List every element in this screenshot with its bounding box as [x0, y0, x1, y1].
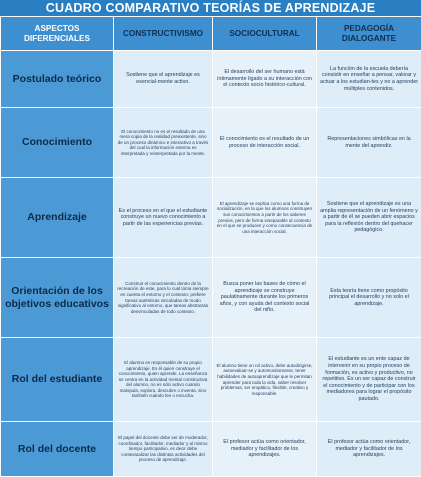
row-label: Rol del docente: [1, 422, 114, 477]
header-sociocultural: SOCIOCULTURAL: [213, 17, 317, 51]
header-pedagogia-dialogante: PEDAGOGÍA DIALOGANTE: [317, 17, 421, 51]
cell-text: Sostiene que el aprendizaje es una amplia representación de un fenómeno y a partir de él se pueden abrir espacios para la reflexión dentro del quehacer pedagógico.: [320, 201, 418, 234]
table-row: [1, 338, 421, 422]
cell-text: Esta teoría tiene como propósito principal el desarrollo y no solo el aprendizaje.: [320, 288, 418, 308]
cell-text: El profesor actúa como orientador, mediador y facilitador de los aprendizajes.: [320, 439, 418, 459]
cell-text: La función de la escuela debería consistir en enseñar a pensar, valorar y actuar a los estudian-tes y no a aprender múltiples contenidos.: [320, 66, 418, 92]
cell-text: El conocimiento es el resultado de un proceso de interacción social.: [216, 136, 313, 149]
cell-text: Sostiene que el aprendizaje es esencial-mente activo.: [117, 72, 209, 85]
cell-text: El alumno es responsable de su propio aprendizaje. Es él quien construye el conocimiento, quien aprende. La enseñanza se centra en la actividad mental constructiva del alumno, no es sólo activo cuando manipula, explora, descubre o inventa, sino también cuando lee o escucha.: [117, 360, 209, 399]
table-row: [1, 51, 421, 108]
row-label: Conocimiento: [1, 108, 114, 178]
cell-text: El desarrollo del ser humano está íntimamente ligado a su interacción con el contexto socio histórico-cultural.: [216, 69, 313, 89]
row-label: Aprendizaje: [1, 178, 114, 258]
header-constructivismo: CONSTRUCTIVISMO: [114, 17, 213, 51]
row-label: Rol del estudiante: [1, 338, 114, 422]
cell-text: Es el proceso en el que el estudiante construye un nuevo conocimiento a partir de las experiencias previas.: [117, 208, 209, 228]
cell-text: El alumno tiene un rol activo, debe autodirigirse, autoevaluar-se y automonitorearse, tener habilidades de autoaprendizaje que le permitan aprender para toda la vida, saber resolver problemas, ser empático, flexible, creativo y responsable.: [216, 363, 313, 397]
table-row: [1, 422, 421, 477]
cell-text: Busca poner las bases de cómo el aprendizaje se construye paulatinamente durante los primeros años, y con ayuda del contexto social del niño.: [216, 281, 313, 314]
page-title: CUADRO COMPARATIVO TEORÍAS DE APRENDIZAJE: [0, 0, 421, 16]
cell-text: El aprendizaje se explica como una forma de socialización, en la que los alumnos construyen sus conocimientos a partir de los saberes previos, pero de forma inseparable al contexto en el que se producen y como consecuencia de una interacción social.: [216, 201, 313, 235]
cell-text: El estudiante es un ente capaz de intervenir en su propio proceso de formación, es activo y productivo, no repetitivo. Es un ser capaz de construir el conocimiento y de participar con los mediadores para lograr el propósito pautado.: [320, 356, 418, 402]
table-row: [1, 178, 421, 258]
cell-text: Representaciones simbólicas en la mente del aprendiz.: [320, 136, 418, 149]
comparison-table: [0, 16, 421, 477]
row-label: Orientación de los objetivos educativos: [1, 258, 114, 338]
cell-text: El papel del docente debe ser de moderador, coordinador, facilitador, mediador y al mismo tiempo participativo, es decir debe contextualizar las distintas actividades del proceso de aprendizaje.: [117, 435, 209, 463]
cell-text: Construir el conocimiento dentro de la recreación de este, para lo cual toma siempre en cuenta el entorno y el contexto: prefiere tareas auténticas vinculadas de modo significativo al entorno, que tareas abstractas desvinculadas de todo contexto.: [117, 281, 209, 315]
cell-text: El profesor actúa como orientador, mediador y facilitador de los aprendizajes.: [216, 439, 313, 459]
header-row: [1, 17, 421, 51]
header-aspectos: ASPECTOS DIFERENCIALES: [1, 17, 114, 51]
row-label: Postulado teórico: [1, 51, 114, 108]
table-row: [1, 108, 421, 178]
table-row: [1, 258, 421, 338]
cell-text: El conocimiento no es el resultado de una mera copia de la realidad preexistente, sino de un proceso dinámico e interactivo a través del cual la información externa es interpretada y reinterpretada por la mente.: [117, 129, 209, 157]
